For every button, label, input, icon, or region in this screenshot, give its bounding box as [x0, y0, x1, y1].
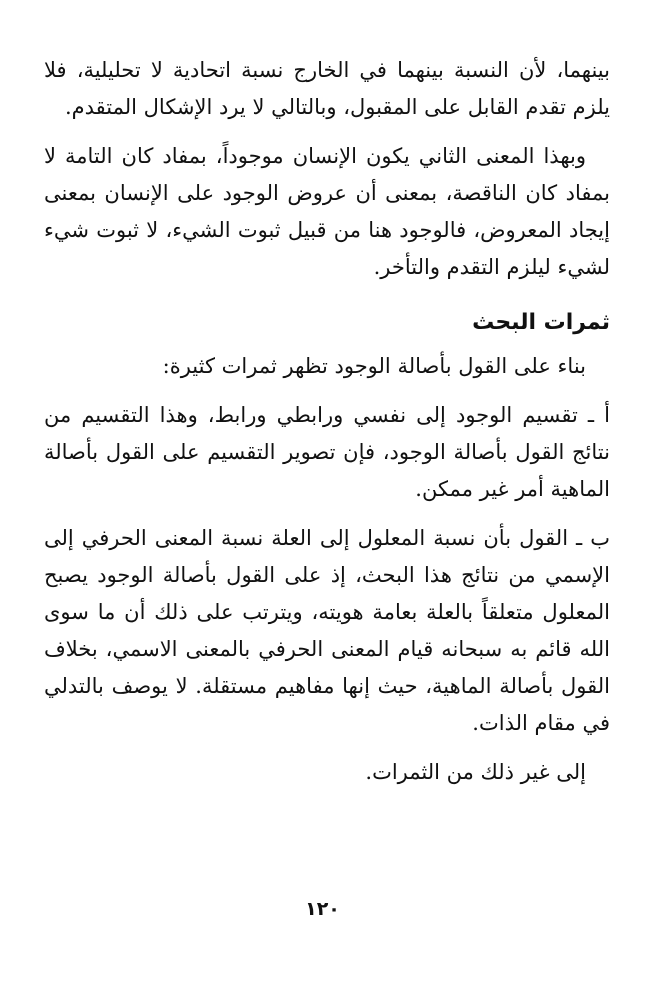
paragraph-2: وبهذا المعنى الثاني يكون الإنسان موجوداً، بمفاد كان التامة لا بمفاد كان الناقصة، بمعنى أن عروض الوجود على الإنسان بمعنى إيجاد المعروض، فالوجود هنا من قبيل ثبوت الشيء، لا ثبوت شيء لشيء ليلزم التقدم والتأخر. [44, 144, 610, 279]
paragraph-4: أ ـ تقسيم الوجود إلى نفسي ورابطي ورابط، وهذا التقسيم من نتائج القول بأصالة الوجود، فإن تصوير التقسيم على القول بأصالة الماهية أمر غير ممكن. [44, 403, 610, 501]
page-number: ١٢٠ [305, 898, 340, 920]
paragraph-6: إلى غير ذلك من الثمرات. [365, 760, 586, 784]
paragraph-1: بينهما، لأن النسبة بينهما في الخارج نسبة اتحادية لا تحليلية، فلا يلزم تقدم القابل على المقبول، وبالتالي لا يرد الإشكال المتقدم. [44, 58, 610, 119]
paragraph-5: ب ـ القول بأن نسبة المعلول إلى العلة نسبة المعنى الحرفي إلى الإسمي من نتائج هذا البحث، إذ على القول بأصالة الوجود يصبح المعلول متعلقاً بالعلة بعامة هويته، ويترتب على ذلك أن ما سوى الله قائم به سبحانه قيام المعنى الحرفي بالمعنى الاسمي، بخلاف القول بأصالة الماهية، حيث إنها مفاهيم مستقلة. لا يوصف بالتدلي في مقام الذات. [44, 526, 610, 735]
paragraph-3: بناء على القول بأصالة الوجود تظهر ثمرات كثيرة: [162, 354, 586, 378]
section-heading: ثمرات البحث [472, 310, 610, 335]
book-page-text [44, 52, 610, 791]
